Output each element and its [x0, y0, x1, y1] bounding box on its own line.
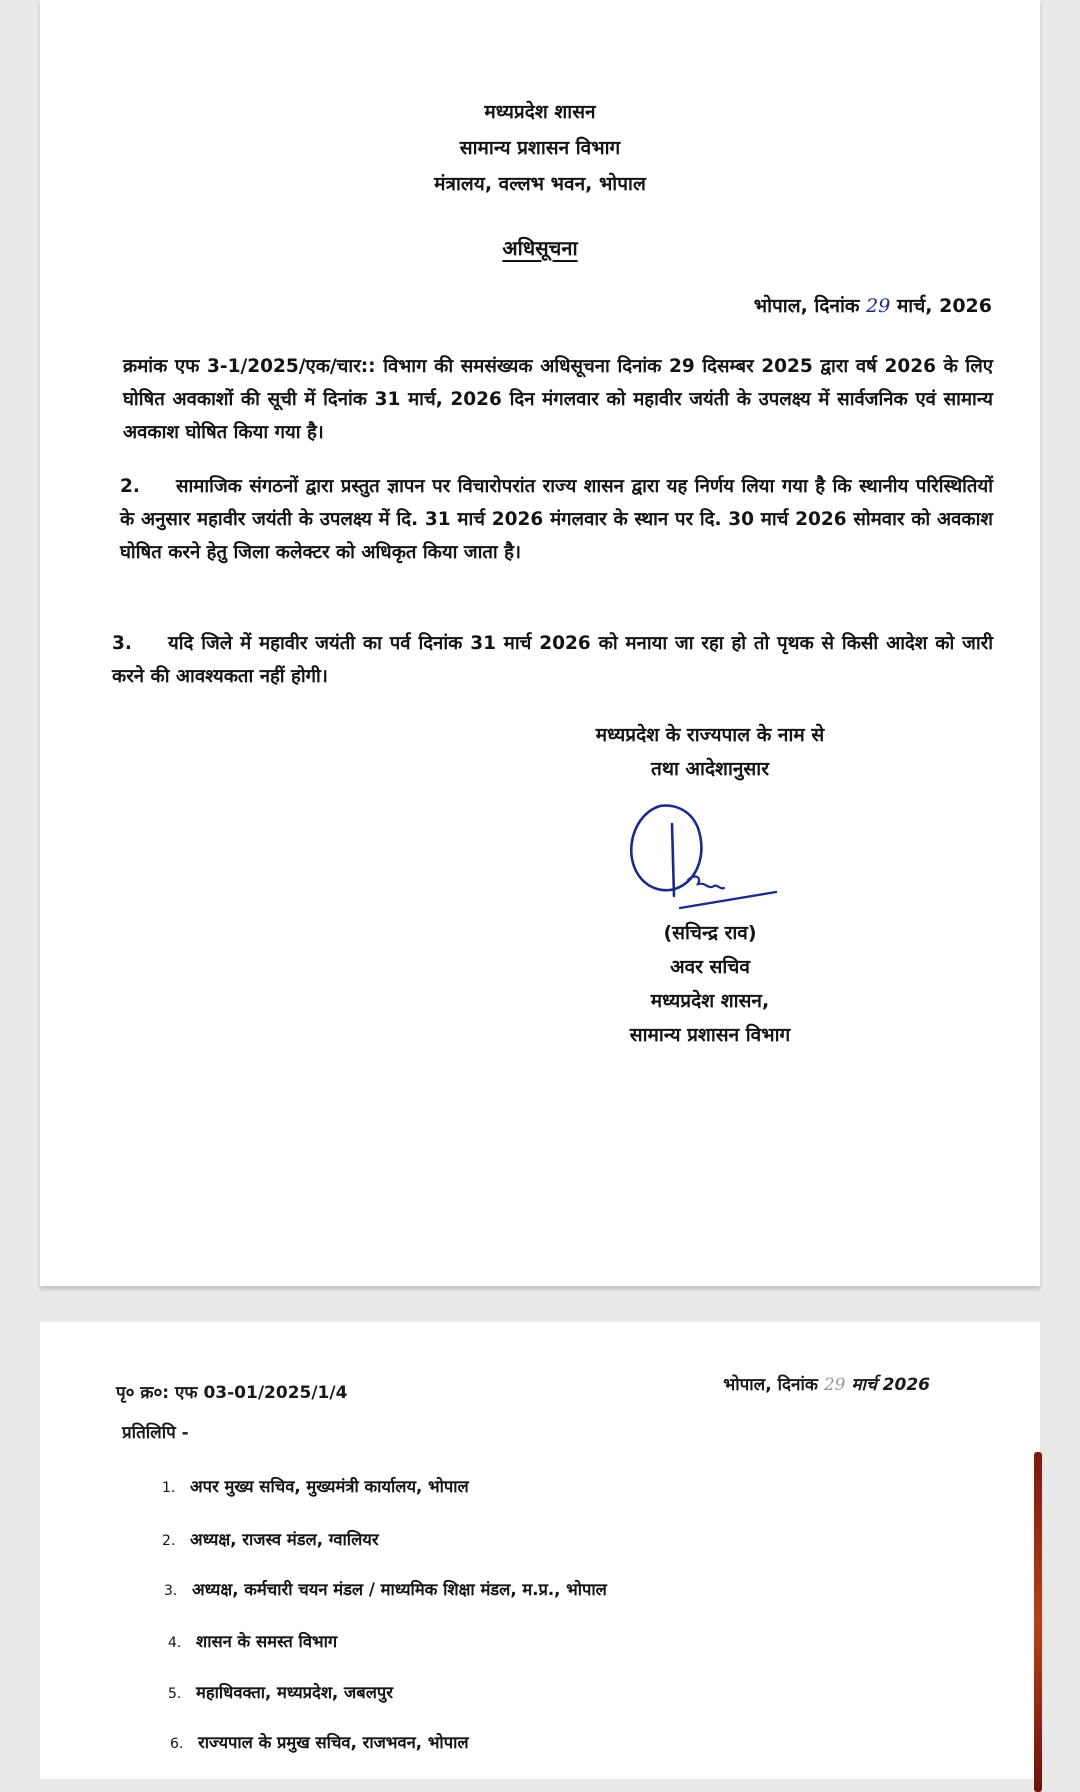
document-page-2: [40, 1322, 1040, 1779]
recipient-number: 2.: [162, 1533, 176, 1549]
recipient-number: 5.: [168, 1686, 182, 1702]
recipient-item: [168, 1680, 393, 1703]
paragraph-1: [123, 350, 993, 449]
paragraph-3-number: 3.: [112, 633, 132, 654]
recipient-text: अध्यक्ष, कर्मचारी चयन मंडल / माध्यमिक शिक्षा मंडल, म.प्र., भोपाल: [192, 1580, 607, 1599]
paragraph-2-text: सामाजिक संगठनों द्वारा प्रस्तुत ज्ञापन पर विचारोपरांत राज्य शासन द्वारा यह निर्णय लिया गया है कि स्थानीय परिस्थितियों के अनुसार महावीर जयंती के उपलक्ष्य में दि. 31 मार्च 2026 मंगलवार के स्थान पर दि. 30 मार्च 2026 सोमवार को अवकाश घोषित करने हेतु जिला कलेक्टर को अधिकृत किया जाता है।: [120, 476, 993, 563]
paragraph-3: [112, 627, 993, 693]
document-page-1: [40, 0, 1040, 1286]
order-line-1: मध्यप्रदेश के राज्यपाल के नाम से: [595, 724, 825, 746]
paragraph-1-text: क्रमांक एफ 3-1/2025/एक/चार:: विभाग की समसंख्यक अधिसूचना दिनांक 29 दिसम्बर 2025 द्वारा वर्ष 2026 के लिए घोषित अवकाशों की सूची में दिनांक 31 मार्च, 2026 दिन मंगलवार को महावीर जयंती के उपलक्ष्य में सार्वजनिक एवं सामान्य अवकाश घोषित किया गया है।: [123, 356, 993, 443]
copy-date: [723, 1372, 930, 1395]
signatory-office-1: मध्यप्रदेश शासन,: [650, 990, 770, 1012]
copy-to-label: प्रतिलिपि -: [122, 1423, 189, 1443]
document-title-text: अधिसूचना: [502, 236, 578, 260]
date-prefix: भोपाल, दिनांक: [753, 295, 860, 317]
copy-date-suffix: मार्च 2026: [851, 1375, 930, 1395]
page-edge-strip: [1034, 1452, 1042, 1792]
copy-date-prefix: भोपाल, दिनांक: [723, 1375, 818, 1395]
signatory-office-2: सामान्य प्रशासन विभाग: [629, 1024, 791, 1046]
order-authority: [540, 718, 880, 786]
recipient-text: अध्यक्ष, राजस्व मंडल, ग्वालियर: [190, 1530, 379, 1549]
recipient-item: [170, 1730, 469, 1753]
recipient-text: शासन के समस्त विभाग: [196, 1632, 338, 1651]
recipient-text: अपर मुख्य सचिव, मुख्यमंत्री कार्यालय, भोपाल: [190, 1477, 469, 1496]
order-line-2: तथा आदेशानुसार: [651, 758, 769, 780]
reference-number: पृ० क्र०: एफ 03-01/2025/1/4: [116, 1383, 348, 1403]
signatory-designation: अवर सचिव: [670, 956, 750, 978]
document-title: [40, 234, 1040, 261]
header-address: मंत्रालय, वल्लभ भवन, भोपाल: [434, 173, 646, 195]
paragraph-3-text: यदि जिले में महावीर जयंती का पर्व दिनांक 31 मार्च 2026 को मनाया जा रहा हो तो पृथक से किसी आदेश को जारी करने की आवश्यकता नहीं होगी।: [112, 633, 993, 687]
recipient-number: 6.: [170, 1736, 184, 1752]
recipient-item: [162, 1527, 379, 1550]
recipient-number: 1.: [162, 1480, 176, 1496]
recipient-text: महाधिवक्ता, मध्यप्रदेश, जबलपुर: [196, 1683, 394, 1702]
handwritten-signature: [610, 798, 790, 916]
recipient-item: [164, 1577, 607, 1600]
recipient-number: 3.: [164, 1583, 178, 1599]
recipient-item: [162, 1474, 469, 1497]
recipient-number: 4.: [168, 1635, 182, 1651]
issue-date: [754, 292, 992, 318]
date-handwritten-day: 29: [866, 295, 891, 317]
header-department: सामान्य प्रशासन विभाग: [459, 137, 621, 159]
signatory-block: [560, 916, 860, 1052]
paragraph-2-number: 2.: [120, 476, 140, 497]
date-suffix: मार्च, 2026: [896, 295, 992, 317]
header-government: मध्यप्रदेश शासन: [484, 101, 596, 123]
recipient-text: राज्यपाल के प्रमुख सचिव, राजभवन, भोपाल: [198, 1733, 469, 1752]
copy-date-handwritten-day: 29: [823, 1375, 846, 1395]
recipient-item: [168, 1629, 337, 1652]
paragraph-2: [120, 470, 993, 569]
signatory-name: (सचिन्द्र राव): [663, 922, 757, 944]
